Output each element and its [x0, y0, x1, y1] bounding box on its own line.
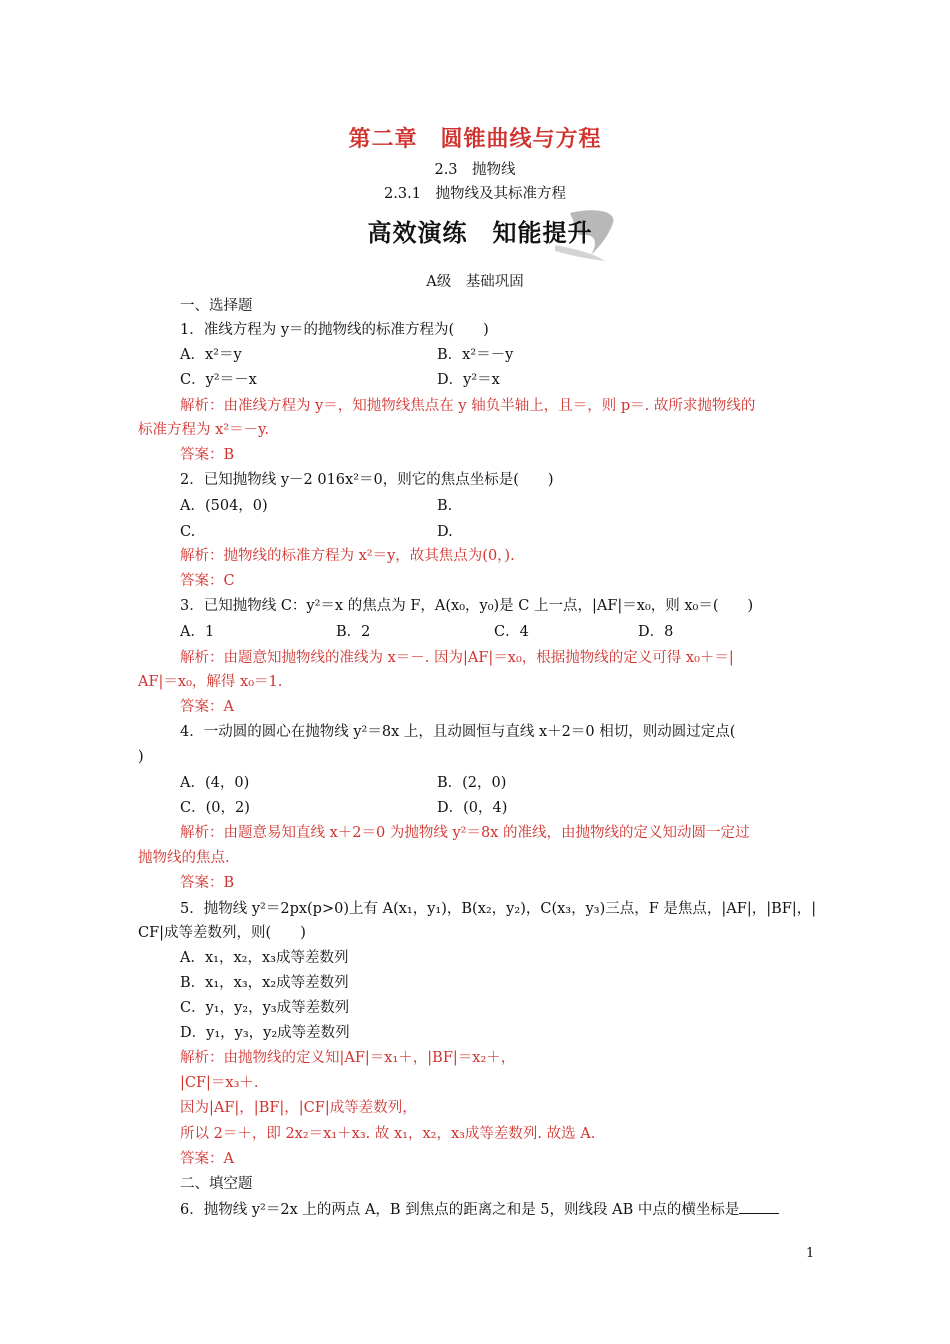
page-number: 1: [806, 1246, 815, 1261]
q4-option-b: B．(2，0): [437, 775, 507, 791]
q4-answer: 答案：B: [180, 875, 235, 891]
q1-solution-2: 标准方程为 x²＝－y.: [138, 422, 269, 438]
q2-option-c: C.: [180, 524, 196, 540]
q4-stem-2: ): [138, 749, 144, 765]
q5-solution-1: 解析：由抛物线的定义知|AF|＝x₁＋，|BF|＝x₂＋，: [180, 1050, 516, 1066]
q1-options-row2: [180, 370, 860, 390]
q5-option-a: A．x₁，x₂，x₃成等差数列: [180, 950, 349, 966]
q3-solution-1: 解析：由题意知抛物线的准线为 x＝－. 因为|AF|＝x₀，根据抛物线的定义可得 x₀＋＝|: [180, 650, 734, 666]
q4-solution-1: 解析：由题意易知直线 x＋2＝0 为抛物线 y²＝8x 的准线，由抛物线的定义知动圆一定过: [180, 825, 750, 841]
q4-option-d: D．(0，4): [437, 800, 508, 816]
q5-answer: 答案：A: [180, 1151, 234, 1167]
q1-option-a: A．x²＝y: [180, 347, 242, 363]
section-title: 2.3 抛物线: [434, 162, 516, 178]
q5-option-d: D．y₁，y₃，y₂成等差数列: [180, 1025, 350, 1041]
q5-solution-2: |CF|＝x₃＋.: [180, 1075, 259, 1091]
q4-options-row2: [180, 798, 860, 818]
level-label: A级 基础巩固: [426, 274, 524, 290]
q3-answer: 答案：A: [180, 699, 234, 715]
q4-solution-2: 抛物线的焦点.: [138, 850, 230, 866]
q2-answer: 答案：C: [180, 573, 235, 589]
q5-option-c: C．y₁，y₂，y₃成等差数列: [180, 1000, 350, 1016]
q6-stem: 6．抛物线 y²＝2x 上的两点 A，B 到焦点的距离之和是 5，则线段 AB 中点的横坐标是: [180, 1202, 740, 1218]
banner-text: 高效演练 知能提升: [367, 219, 593, 247]
q4-option-c: C．(0，2): [180, 800, 250, 816]
q1-option-c: C．y²＝－x: [180, 372, 257, 388]
q2-options-row1: [180, 496, 860, 516]
q2-stem: 2．已知抛物线 y－2 016x²＝0，则它的焦点坐标是( ): [180, 472, 554, 488]
part-choice-heading: 一、选择题: [180, 298, 253, 314]
part-fill-heading: 二、填空题: [180, 1176, 253, 1192]
q4-option-a: A．(4，0): [180, 775, 250, 791]
q4-options-row1: [180, 773, 860, 793]
q1-option-d: D．y²＝x: [437, 372, 500, 388]
q2-option-b: B.: [437, 498, 453, 514]
q2-solution-1: 解析：抛物线的标准方程为 x²＝y，故其焦点为(0，).: [180, 548, 515, 564]
q3-option-c: C．4: [494, 624, 529, 640]
q2-options-row2: [180, 522, 860, 542]
q2-option-d: D.: [437, 524, 453, 540]
q6-stem-line: [180, 1199, 860, 1220]
q6-answer-blank: [739, 1199, 779, 1214]
chapter-title: 第二章 圆锥曲线与方程: [348, 127, 602, 152]
q3-options-row: [180, 622, 860, 642]
q3-option-a: A．1: [180, 624, 215, 640]
q5-solution-4: 所以 2＝＋，即 2x₂＝x₁＋x₃. 故 x₁，x₂，x₃成等差数列. 故选 A.: [180, 1126, 596, 1142]
q5-solution-3: 因为|AF|，|BF|，|CF|成等差数列，: [180, 1100, 417, 1116]
q1-stem: 1．准线方程为 y＝的抛物线的标准方程为( ): [180, 322, 489, 338]
q3-option-b: B．2: [336, 624, 371, 640]
q1-option-b: B．x²＝－y: [437, 347, 514, 363]
q3-solution-2: AF|＝x₀，解得 x₀＝1.: [138, 674, 283, 690]
q3-option-d: D．8: [638, 624, 674, 640]
q1-solution-1: 解析：由准线方程为 y＝，知抛物线焦点在 y 轴负半轴上，且＝，则 p＝. 故所求抛物线的: [180, 398, 756, 414]
subsection-title: 2.3.1 抛物线及其标准方程: [384, 186, 566, 202]
q5-stem-2: CF|成等差数列，则( ): [138, 925, 306, 941]
q5-option-b: B．x₁，x₃，x₂成等差数列: [180, 975, 349, 991]
q1-answer: 答案：B: [180, 447, 235, 463]
q4-stem-1: 4．一动圆的圆心在抛物线 y²＝8x 上，且动圆恒与直线 x＋2＝0 相切，则动圆过定点(: [180, 724, 736, 740]
q3-stem: 3．已知抛物线 C：y²＝x 的焦点为 F，A(x₀，y₀)是 C 上一点，|AF|＝x₀，则 x₀＝( ): [180, 598, 754, 614]
banner: [355, 205, 625, 263]
q1-options-row1: [180, 345, 860, 365]
q2-option-a: A．(504，0): [180, 498, 268, 514]
q5-stem-1: 5．抛物线 y²＝2px(p>0)上有 A(x₁，y₁)，B(x₂，y₂)，C(x₃，y₃)三点，F 是焦点，|AF|，|BF|，|: [180, 901, 817, 917]
